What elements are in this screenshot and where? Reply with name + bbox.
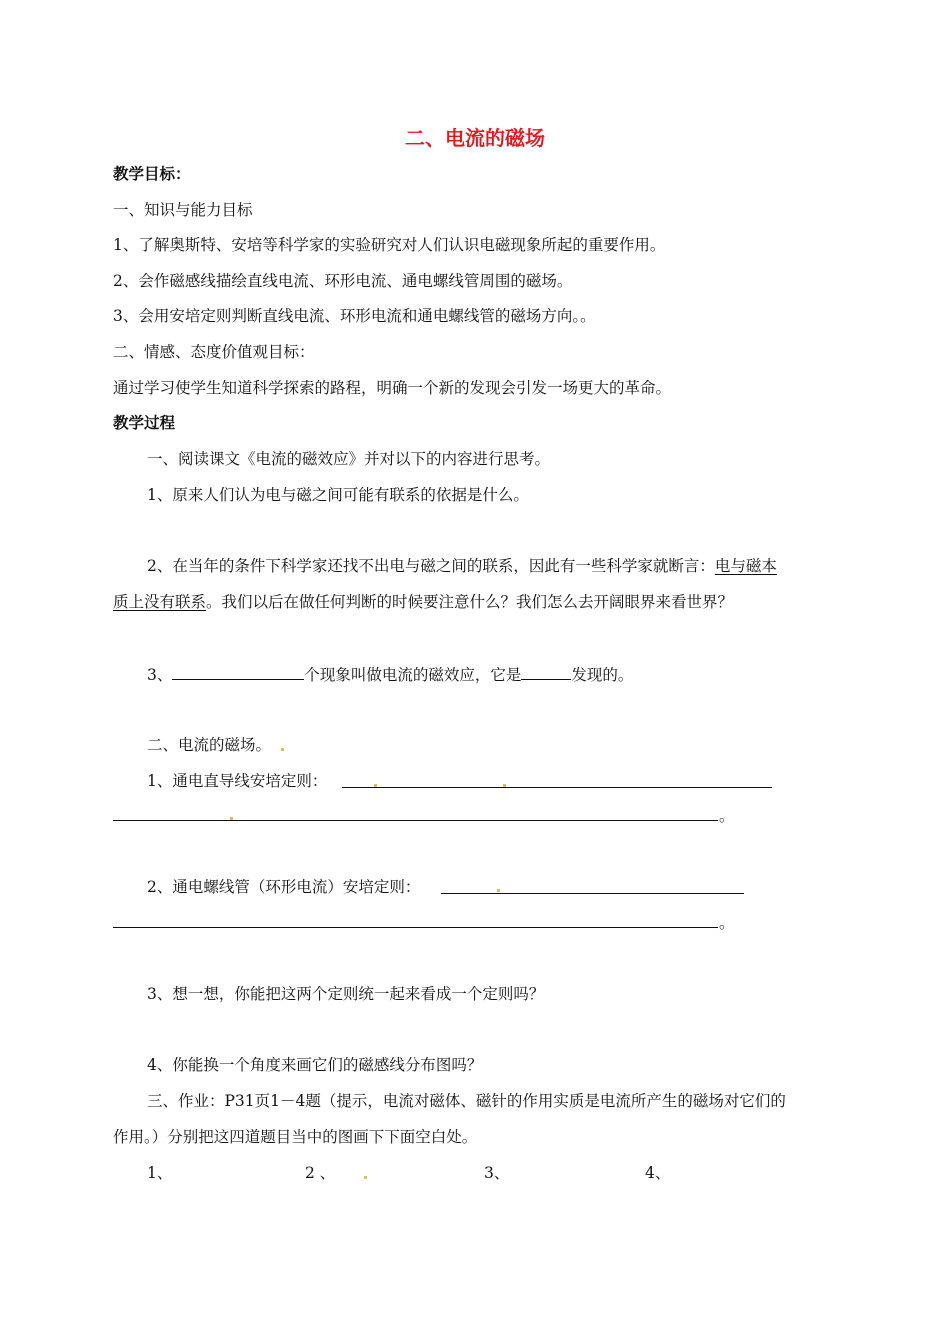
objective-item-2: 2、会作磁感线描绘直线电流、环形电流、通电螺线管周围的磁场。 (113, 272, 573, 290)
speck-mark (364, 1176, 367, 1179)
discoverer-blank[interactable] (521, 664, 571, 680)
section2-question-2: 2、通电螺线管（环形电流）安培定则： (147, 878, 421, 896)
section1-question-3 (147, 664, 633, 685)
phenomenon-blank[interactable] (172, 664, 304, 680)
figure-slot-3: 3、 (484, 1164, 510, 1182)
straight-wire-rule-blank-1[interactable] (342, 787, 772, 788)
attitude-values-text: 通过学习使学生知道科学探索的路程，明确一个新的发现会引发一场更大的革命。 (113, 379, 672, 397)
objective-item-1: 1、了解奥斯特、安培等科学家的实验研究对人们认识电磁现象所起的重要作用。 (113, 236, 666, 254)
document-title: 二、电流的磁场 (405, 126, 545, 150)
speck-mark (281, 748, 284, 751)
question-3-prefix: 3、 (147, 666, 173, 684)
section1-question-2-line1 (147, 556, 777, 576)
solenoid-rule-blank-1[interactable] (441, 893, 744, 894)
solenoid-rule-blank-2[interactable] (113, 927, 718, 928)
line-end-period: 。 (719, 807, 735, 825)
question-3-suffix: 发现的。 (571, 666, 634, 684)
objectives-heading: 教学目标： (113, 165, 191, 183)
section3-line-1: 三、作业：P31页1－4题（提示，电流对磁体、磁针的作用实质是电流所产生的磁场对它们的 (147, 1092, 786, 1110)
question-2-text-b: 。我们以后在做任何判断的时候要注意什么？我们怎么去开阔眼界来看世界？ (206, 593, 734, 611)
section1-intro: 一、阅读课文《电流的磁效应》并对以下的内容进行思考。 (147, 450, 551, 468)
question-3-middle: 个现象叫做电流的磁效应，它是 (304, 666, 522, 684)
section2-question-4: 4、你能换一个角度来画它们的磁感线分布图吗？ (147, 1056, 483, 1074)
speck-mark (374, 784, 377, 787)
knowledge-ability-heading: 一、知识与能力目标 (113, 201, 253, 219)
question-2-underlined-b: 质上没有联系 (113, 593, 207, 611)
process-heading: 教学过程 (113, 414, 176, 432)
attitude-values-heading: 二、情感、态度价值观目标： (113, 343, 315, 361)
line-end-period: 。 (719, 914, 735, 932)
section3-line-2: 作用。）分别把这四道题目当中的图画下下面空白处。 (113, 1128, 478, 1146)
speck-mark (497, 889, 500, 892)
figure-slot-2: 2 、 (305, 1164, 336, 1182)
speck-mark (230, 817, 233, 820)
speck-mark (503, 784, 506, 787)
figure-slot-1: 1、 (147, 1164, 173, 1182)
section1-question-1: 1、原来人们认为电与磁之间可能有联系的依据是什么。 (147, 486, 529, 504)
section2-question-3: 3、想一想，你能把这两个定则统一起来看成一个定则吗？ (147, 985, 545, 1003)
question-2-text-a: 2、在当年的条件下科学家还找不出电与磁之间的联系，因此有一些科学家就断言： (147, 557, 715, 575)
section1-question-2-line2 (113, 592, 733, 612)
objective-item-3: 3、会用安培定则判断直线电流、环形电流和通电螺线管的磁场方向。。 (113, 307, 596, 325)
figure-slot-4: 4、 (645, 1164, 671, 1182)
section2-question-1: 1、通电直导线安培定则： (147, 772, 328, 790)
straight-wire-rule-blank-2[interactable] (113, 820, 718, 821)
section2-heading: 二、电流的磁场。 (147, 736, 272, 754)
question-2-underlined-a: 电与磁本 (714, 557, 777, 575)
